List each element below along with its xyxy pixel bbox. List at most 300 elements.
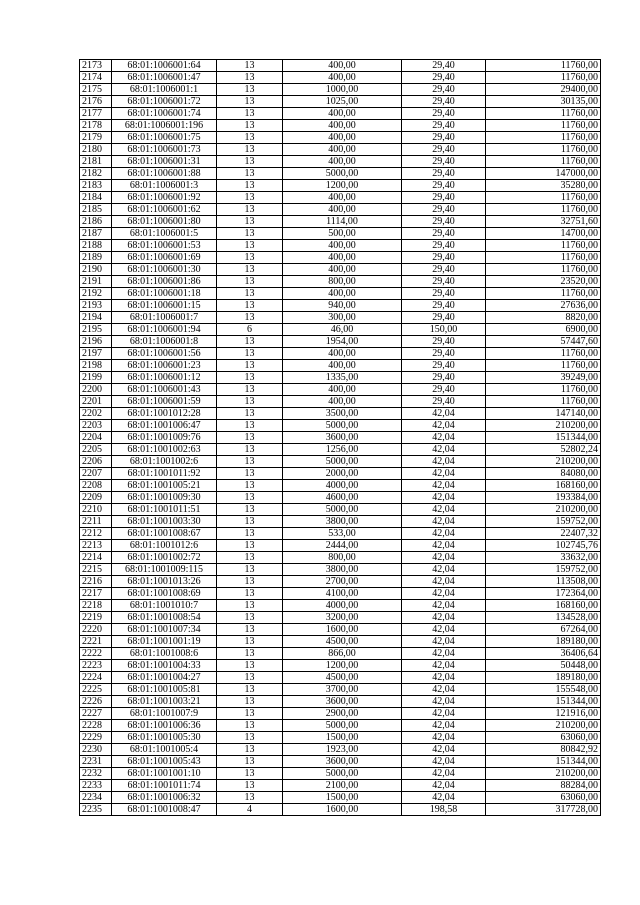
category-cell: 13 — [217, 300, 283, 312]
amount-cell: 151344,00 — [486, 432, 601, 444]
area-cell: 1600,00 — [283, 804, 402, 816]
amount-cell: 193384,00 — [486, 492, 601, 504]
table-row — [80, 528, 601, 540]
category-cell: 13 — [217, 504, 283, 516]
category-cell: 13 — [217, 612, 283, 624]
table-row — [80, 564, 601, 576]
area-cell: 4100,00 — [283, 588, 402, 600]
table-row — [80, 648, 601, 660]
category-cell: 13 — [217, 432, 283, 444]
category-cell: 13 — [217, 192, 283, 204]
row-number-cell: 2233 — [80, 780, 112, 792]
area-cell: 500,00 — [283, 228, 402, 240]
rate-cell: 29,40 — [402, 144, 486, 156]
amount-cell: 11760,00 — [486, 72, 601, 84]
area-cell: 1025,00 — [283, 96, 402, 108]
category-cell: 13 — [217, 288, 283, 300]
rate-cell: 42,04 — [402, 468, 486, 480]
table-row — [80, 60, 601, 72]
table-row — [80, 456, 601, 468]
rate-cell: 42,04 — [402, 684, 486, 696]
cadastral-number-cell: 68:01:1006001:196 — [112, 120, 217, 132]
category-cell: 13 — [217, 468, 283, 480]
rate-cell: 29,40 — [402, 228, 486, 240]
area-cell: 5000,00 — [283, 456, 402, 468]
row-number-cell: 2175 — [80, 84, 112, 96]
amount-cell: 29400,00 — [486, 84, 601, 96]
rate-cell: 29,40 — [402, 348, 486, 360]
table-row — [80, 216, 601, 228]
cadastral-number-cell: 68:01:1001009:115 — [112, 564, 217, 576]
row-number-cell: 2195 — [80, 324, 112, 336]
table-row — [80, 396, 601, 408]
category-cell: 13 — [217, 540, 283, 552]
area-cell: 1200,00 — [283, 180, 402, 192]
row-number-cell: 2210 — [80, 504, 112, 516]
amount-cell: 11760,00 — [486, 60, 601, 72]
table-row — [80, 504, 601, 516]
amount-cell: 189180,00 — [486, 672, 601, 684]
row-number-cell: 2185 — [80, 204, 112, 216]
row-number-cell: 2179 — [80, 132, 112, 144]
category-cell: 13 — [217, 312, 283, 324]
table-row — [80, 672, 601, 684]
row-number-cell: 2198 — [80, 360, 112, 372]
row-number-cell: 2200 — [80, 384, 112, 396]
amount-cell: 11760,00 — [486, 144, 601, 156]
row-number-cell: 2190 — [80, 264, 112, 276]
area-cell: 3700,00 — [283, 684, 402, 696]
area-cell: 1335,00 — [283, 372, 402, 384]
table-row — [80, 492, 601, 504]
category-cell: 13 — [217, 336, 283, 348]
row-number-cell: 2235 — [80, 804, 112, 816]
amount-cell: 36406,64 — [486, 648, 601, 660]
table-row — [80, 288, 601, 300]
cadastral-number-cell: 68:01:1001008:54 — [112, 612, 217, 624]
row-number-cell: 2224 — [80, 672, 112, 684]
cadastral-number-cell: 68:01:1001006:36 — [112, 720, 217, 732]
table-row — [80, 684, 601, 696]
area-cell: 2000,00 — [283, 468, 402, 480]
table-row — [80, 576, 601, 588]
row-number-cell: 2228 — [80, 720, 112, 732]
row-number-cell: 2229 — [80, 732, 112, 744]
area-cell: 1114,00 — [283, 216, 402, 228]
area-cell: 4000,00 — [283, 480, 402, 492]
rate-cell: 42,04 — [402, 720, 486, 732]
cadastral-number-cell: 68:01:1006001:30 — [112, 264, 217, 276]
area-cell: 400,00 — [283, 264, 402, 276]
amount-cell: 52802,24 — [486, 444, 601, 456]
row-number-cell: 2227 — [80, 708, 112, 720]
category-cell: 13 — [217, 384, 283, 396]
amount-cell: 113508,00 — [486, 576, 601, 588]
area-cell: 5000,00 — [283, 720, 402, 732]
cadastral-number-cell: 68:01:1001003:30 — [112, 516, 217, 528]
amount-cell: 210200,00 — [486, 420, 601, 432]
amount-cell: 50448,00 — [486, 660, 601, 672]
table-row — [80, 516, 601, 528]
row-number-cell: 2186 — [80, 216, 112, 228]
rate-cell: 29,40 — [402, 312, 486, 324]
rate-cell: 42,04 — [402, 456, 486, 468]
area-cell: 3800,00 — [283, 516, 402, 528]
category-cell: 13 — [217, 228, 283, 240]
area-cell: 400,00 — [283, 156, 402, 168]
rate-cell: 42,04 — [402, 780, 486, 792]
row-number-cell: 2188 — [80, 240, 112, 252]
cadastral-number-cell: 68:01:1001006:32 — [112, 792, 217, 804]
area-cell: 400,00 — [283, 132, 402, 144]
cadastral-number-cell: 68:01:1001005:4 — [112, 744, 217, 756]
category-cell: 13 — [217, 564, 283, 576]
area-cell: 46,00 — [283, 324, 402, 336]
cadastral-number-cell: 68:01:1001009:30 — [112, 492, 217, 504]
amount-cell: 35280,00 — [486, 180, 601, 192]
rate-cell: 42,04 — [402, 588, 486, 600]
amount-cell: 11760,00 — [486, 396, 601, 408]
area-cell: 400,00 — [283, 360, 402, 372]
table-row — [80, 108, 601, 120]
category-cell: 13 — [217, 576, 283, 588]
cadastral-number-cell: 68:01:1001008:69 — [112, 588, 217, 600]
table-row — [80, 792, 601, 804]
row-number-cell: 2174 — [80, 72, 112, 84]
amount-cell: 11760,00 — [486, 264, 601, 276]
category-cell: 13 — [217, 408, 283, 420]
rate-cell: 42,04 — [402, 432, 486, 444]
land-plot-table — [79, 59, 601, 816]
rate-cell: 29,40 — [402, 156, 486, 168]
amount-cell: 32751,60 — [486, 216, 601, 228]
category-cell: 13 — [217, 444, 283, 456]
rate-cell: 29,40 — [402, 72, 486, 84]
amount-cell: 6900,00 — [486, 324, 601, 336]
area-cell: 1500,00 — [283, 732, 402, 744]
rate-cell: 29,40 — [402, 384, 486, 396]
table-row — [80, 588, 601, 600]
category-cell: 13 — [217, 372, 283, 384]
rate-cell: 42,04 — [402, 444, 486, 456]
area-cell: 3600,00 — [283, 756, 402, 768]
area-cell: 400,00 — [283, 72, 402, 84]
row-number-cell: 2193 — [80, 300, 112, 312]
category-cell: 13 — [217, 792, 283, 804]
category-cell: 13 — [217, 180, 283, 192]
rate-cell: 29,40 — [402, 252, 486, 264]
cadastral-number-cell: 68:01:1006001:72 — [112, 96, 217, 108]
rate-cell: 42,04 — [402, 636, 486, 648]
area-cell: 400,00 — [283, 240, 402, 252]
category-cell: 13 — [217, 672, 283, 684]
area-cell: 2900,00 — [283, 708, 402, 720]
row-number-cell: 2192 — [80, 288, 112, 300]
amount-cell: 11760,00 — [486, 384, 601, 396]
category-cell: 13 — [217, 744, 283, 756]
row-number-cell: 2217 — [80, 588, 112, 600]
rate-cell: 42,04 — [402, 528, 486, 540]
row-number-cell: 2173 — [80, 60, 112, 72]
category-cell: 13 — [217, 144, 283, 156]
cadastral-number-cell: 68:01:1006001:64 — [112, 60, 217, 72]
row-number-cell: 2197 — [80, 348, 112, 360]
row-number-cell: 2183 — [80, 180, 112, 192]
cadastral-number-cell: 68:01:1001007:9 — [112, 708, 217, 720]
rate-cell: 29,40 — [402, 120, 486, 132]
amount-cell: 210200,00 — [486, 768, 601, 780]
table-row — [80, 348, 601, 360]
rate-cell: 42,04 — [402, 768, 486, 780]
row-number-cell: 2211 — [80, 516, 112, 528]
rate-cell: 29,40 — [402, 240, 486, 252]
table-row — [80, 480, 601, 492]
category-cell: 13 — [217, 96, 283, 108]
category-cell: 13 — [217, 684, 283, 696]
row-number-cell: 2212 — [80, 528, 112, 540]
row-number-cell: 2220 — [80, 624, 112, 636]
rate-cell: 42,04 — [402, 492, 486, 504]
amount-cell: 67264,00 — [486, 624, 601, 636]
row-number-cell: 2189 — [80, 252, 112, 264]
area-cell: 4600,00 — [283, 492, 402, 504]
rate-cell: 42,04 — [402, 540, 486, 552]
category-cell: 13 — [217, 480, 283, 492]
area-cell: 5000,00 — [283, 420, 402, 432]
cadastral-number-cell: 68:01:1001002:72 — [112, 552, 217, 564]
table-row — [80, 300, 601, 312]
category-cell: 13 — [217, 216, 283, 228]
row-number-cell: 2232 — [80, 768, 112, 780]
area-cell: 400,00 — [283, 108, 402, 120]
table-row — [80, 708, 601, 720]
area-cell: 940,00 — [283, 300, 402, 312]
area-cell: 400,00 — [283, 384, 402, 396]
cadastral-number-cell: 68:01:1006001:47 — [112, 72, 217, 84]
table-row — [80, 780, 601, 792]
category-cell: 13 — [217, 720, 283, 732]
area-cell: 866,00 — [283, 648, 402, 660]
category-cell: 13 — [217, 492, 283, 504]
table-row — [80, 468, 601, 480]
amount-cell: 147140,00 — [486, 408, 601, 420]
row-number-cell: 2202 — [80, 408, 112, 420]
area-cell: 2100,00 — [283, 780, 402, 792]
area-cell: 3600,00 — [283, 696, 402, 708]
category-cell: 13 — [217, 72, 283, 84]
cadastral-number-cell: 68:01:1001011:74 — [112, 780, 217, 792]
area-cell: 800,00 — [283, 276, 402, 288]
rate-cell: 42,04 — [402, 516, 486, 528]
rate-cell: 42,04 — [402, 408, 486, 420]
cadastral-number-cell: 68:01:1006001:59 — [112, 396, 217, 408]
cadastral-number-cell: 68:01:1006001:31 — [112, 156, 217, 168]
category-cell: 13 — [217, 348, 283, 360]
area-cell: 3200,00 — [283, 612, 402, 624]
amount-cell: 210200,00 — [486, 456, 601, 468]
rate-cell: 42,04 — [402, 648, 486, 660]
table-row — [80, 132, 601, 144]
amount-cell: 147000,00 — [486, 168, 601, 180]
category-cell: 6 — [217, 324, 283, 336]
category-cell: 13 — [217, 156, 283, 168]
category-cell: 13 — [217, 456, 283, 468]
row-number-cell: 2231 — [80, 756, 112, 768]
amount-cell: 33632,00 — [486, 552, 601, 564]
cadastral-number-cell: 68:01:1006001:3 — [112, 180, 217, 192]
row-number-cell: 2180 — [80, 144, 112, 156]
table-row — [80, 84, 601, 96]
amount-cell: 102745,76 — [486, 540, 601, 552]
row-number-cell: 2199 — [80, 372, 112, 384]
cadastral-number-cell: 68:01:1001012:28 — [112, 408, 217, 420]
table-row — [80, 276, 601, 288]
cadastral-number-cell: 68:01:1006001:75 — [112, 132, 217, 144]
rate-cell: 42,04 — [402, 600, 486, 612]
row-number-cell: 2218 — [80, 600, 112, 612]
amount-cell: 151344,00 — [486, 696, 601, 708]
cadastral-number-cell: 68:01:1006001:74 — [112, 108, 217, 120]
category-cell: 13 — [217, 420, 283, 432]
rate-cell: 198,58 — [402, 804, 486, 816]
cadastral-number-cell: 68:01:1006001:7 — [112, 312, 217, 324]
rate-cell: 29,40 — [402, 180, 486, 192]
category-cell: 13 — [217, 528, 283, 540]
cadastral-number-cell: 68:01:1001009:76 — [112, 432, 217, 444]
row-number-cell: 2222 — [80, 648, 112, 660]
cadastral-number-cell: 68:01:1001013:26 — [112, 576, 217, 588]
rate-cell: 42,04 — [402, 660, 486, 672]
category-cell: 13 — [217, 396, 283, 408]
rate-cell: 29,40 — [402, 396, 486, 408]
amount-cell: 57447,60 — [486, 336, 601, 348]
area-cell: 400,00 — [283, 348, 402, 360]
rate-cell: 42,04 — [402, 696, 486, 708]
cadastral-number-cell: 68:01:1006001:43 — [112, 384, 217, 396]
table-row — [80, 444, 601, 456]
row-number-cell: 2203 — [80, 420, 112, 432]
row-number-cell: 2219 — [80, 612, 112, 624]
row-number-cell: 2205 — [80, 444, 112, 456]
category-cell: 13 — [217, 552, 283, 564]
category-cell: 13 — [217, 600, 283, 612]
category-cell: 13 — [217, 780, 283, 792]
area-cell: 400,00 — [283, 288, 402, 300]
rate-cell: 29,40 — [402, 108, 486, 120]
amount-cell: 11760,00 — [486, 348, 601, 360]
category-cell: 13 — [217, 588, 283, 600]
amount-cell: 189180,00 — [486, 636, 601, 648]
amount-cell: 11760,00 — [486, 240, 601, 252]
row-number-cell: 2191 — [80, 276, 112, 288]
area-cell: 3600,00 — [283, 432, 402, 444]
row-number-cell: 2207 — [80, 468, 112, 480]
amount-cell: 134528,00 — [486, 612, 601, 624]
area-cell: 4000,00 — [283, 600, 402, 612]
category-cell: 13 — [217, 252, 283, 264]
area-cell: 400,00 — [283, 120, 402, 132]
area-cell: 4500,00 — [283, 636, 402, 648]
cadastral-number-cell: 68:01:1001001:10 — [112, 768, 217, 780]
cadastral-number-cell: 68:01:1006001:62 — [112, 204, 217, 216]
area-cell: 400,00 — [283, 60, 402, 72]
cadastral-number-cell: 68:01:1001005:30 — [112, 732, 217, 744]
table-row — [80, 768, 601, 780]
rate-cell: 29,40 — [402, 204, 486, 216]
area-cell: 400,00 — [283, 204, 402, 216]
cadastral-number-cell: 68:01:1006001:69 — [112, 252, 217, 264]
category-cell: 13 — [217, 648, 283, 660]
amount-cell: 39249,00 — [486, 372, 601, 384]
area-cell: 1954,00 — [283, 336, 402, 348]
row-number-cell: 2204 — [80, 432, 112, 444]
table-row — [80, 312, 601, 324]
row-number-cell: 2221 — [80, 636, 112, 648]
area-cell: 5000,00 — [283, 768, 402, 780]
amount-cell: 63060,00 — [486, 792, 601, 804]
rate-cell: 29,40 — [402, 372, 486, 384]
cadastral-number-cell: 68:01:1006001:53 — [112, 240, 217, 252]
area-cell: 800,00 — [283, 552, 402, 564]
row-number-cell: 2177 — [80, 108, 112, 120]
rate-cell: 29,40 — [402, 300, 486, 312]
amount-cell: 317728,00 — [486, 804, 601, 816]
cadastral-number-cell: 68:01:1001006:47 — [112, 420, 217, 432]
row-number-cell: 2223 — [80, 660, 112, 672]
category-cell: 13 — [217, 60, 283, 72]
cadastral-number-cell: 68:01:1001003:21 — [112, 696, 217, 708]
area-cell: 400,00 — [283, 252, 402, 264]
rate-cell: 29,40 — [402, 264, 486, 276]
table-row — [80, 636, 601, 648]
amount-cell: 27636,00 — [486, 300, 601, 312]
row-number-cell: 2201 — [80, 396, 112, 408]
rate-cell: 42,04 — [402, 672, 486, 684]
cadastral-number-cell: 68:01:1006001:5 — [112, 228, 217, 240]
area-cell: 3800,00 — [283, 564, 402, 576]
rate-cell: 29,40 — [402, 168, 486, 180]
rate-cell: 29,40 — [402, 288, 486, 300]
row-number-cell: 2230 — [80, 744, 112, 756]
area-cell: 1256,00 — [283, 444, 402, 456]
rate-cell: 42,04 — [402, 732, 486, 744]
cadastral-number-cell: 68:01:1001005:81 — [112, 684, 217, 696]
table-row — [80, 660, 601, 672]
table-row — [80, 72, 601, 84]
rate-cell: 150,00 — [402, 324, 486, 336]
cadastral-number-cell: 68:01:1001012:6 — [112, 540, 217, 552]
amount-cell: 88284,00 — [486, 780, 601, 792]
category-cell: 13 — [217, 204, 283, 216]
cadastral-number-cell: 68:01:1001008:67 — [112, 528, 217, 540]
table-row — [80, 240, 601, 252]
row-number-cell: 2209 — [80, 492, 112, 504]
category-cell: 13 — [217, 168, 283, 180]
rate-cell: 42,04 — [402, 504, 486, 516]
table-row — [80, 720, 601, 732]
table-row — [80, 168, 601, 180]
cadastral-number-cell: 68:01:1006001:1 — [112, 84, 217, 96]
table-row — [80, 372, 601, 384]
amount-cell: 11760,00 — [486, 132, 601, 144]
amount-cell: 11760,00 — [486, 252, 601, 264]
row-number-cell: 2226 — [80, 696, 112, 708]
area-cell: 4500,00 — [283, 672, 402, 684]
row-number-cell: 2215 — [80, 564, 112, 576]
category-cell: 13 — [217, 732, 283, 744]
table-row — [80, 540, 601, 552]
rate-cell: 42,04 — [402, 708, 486, 720]
